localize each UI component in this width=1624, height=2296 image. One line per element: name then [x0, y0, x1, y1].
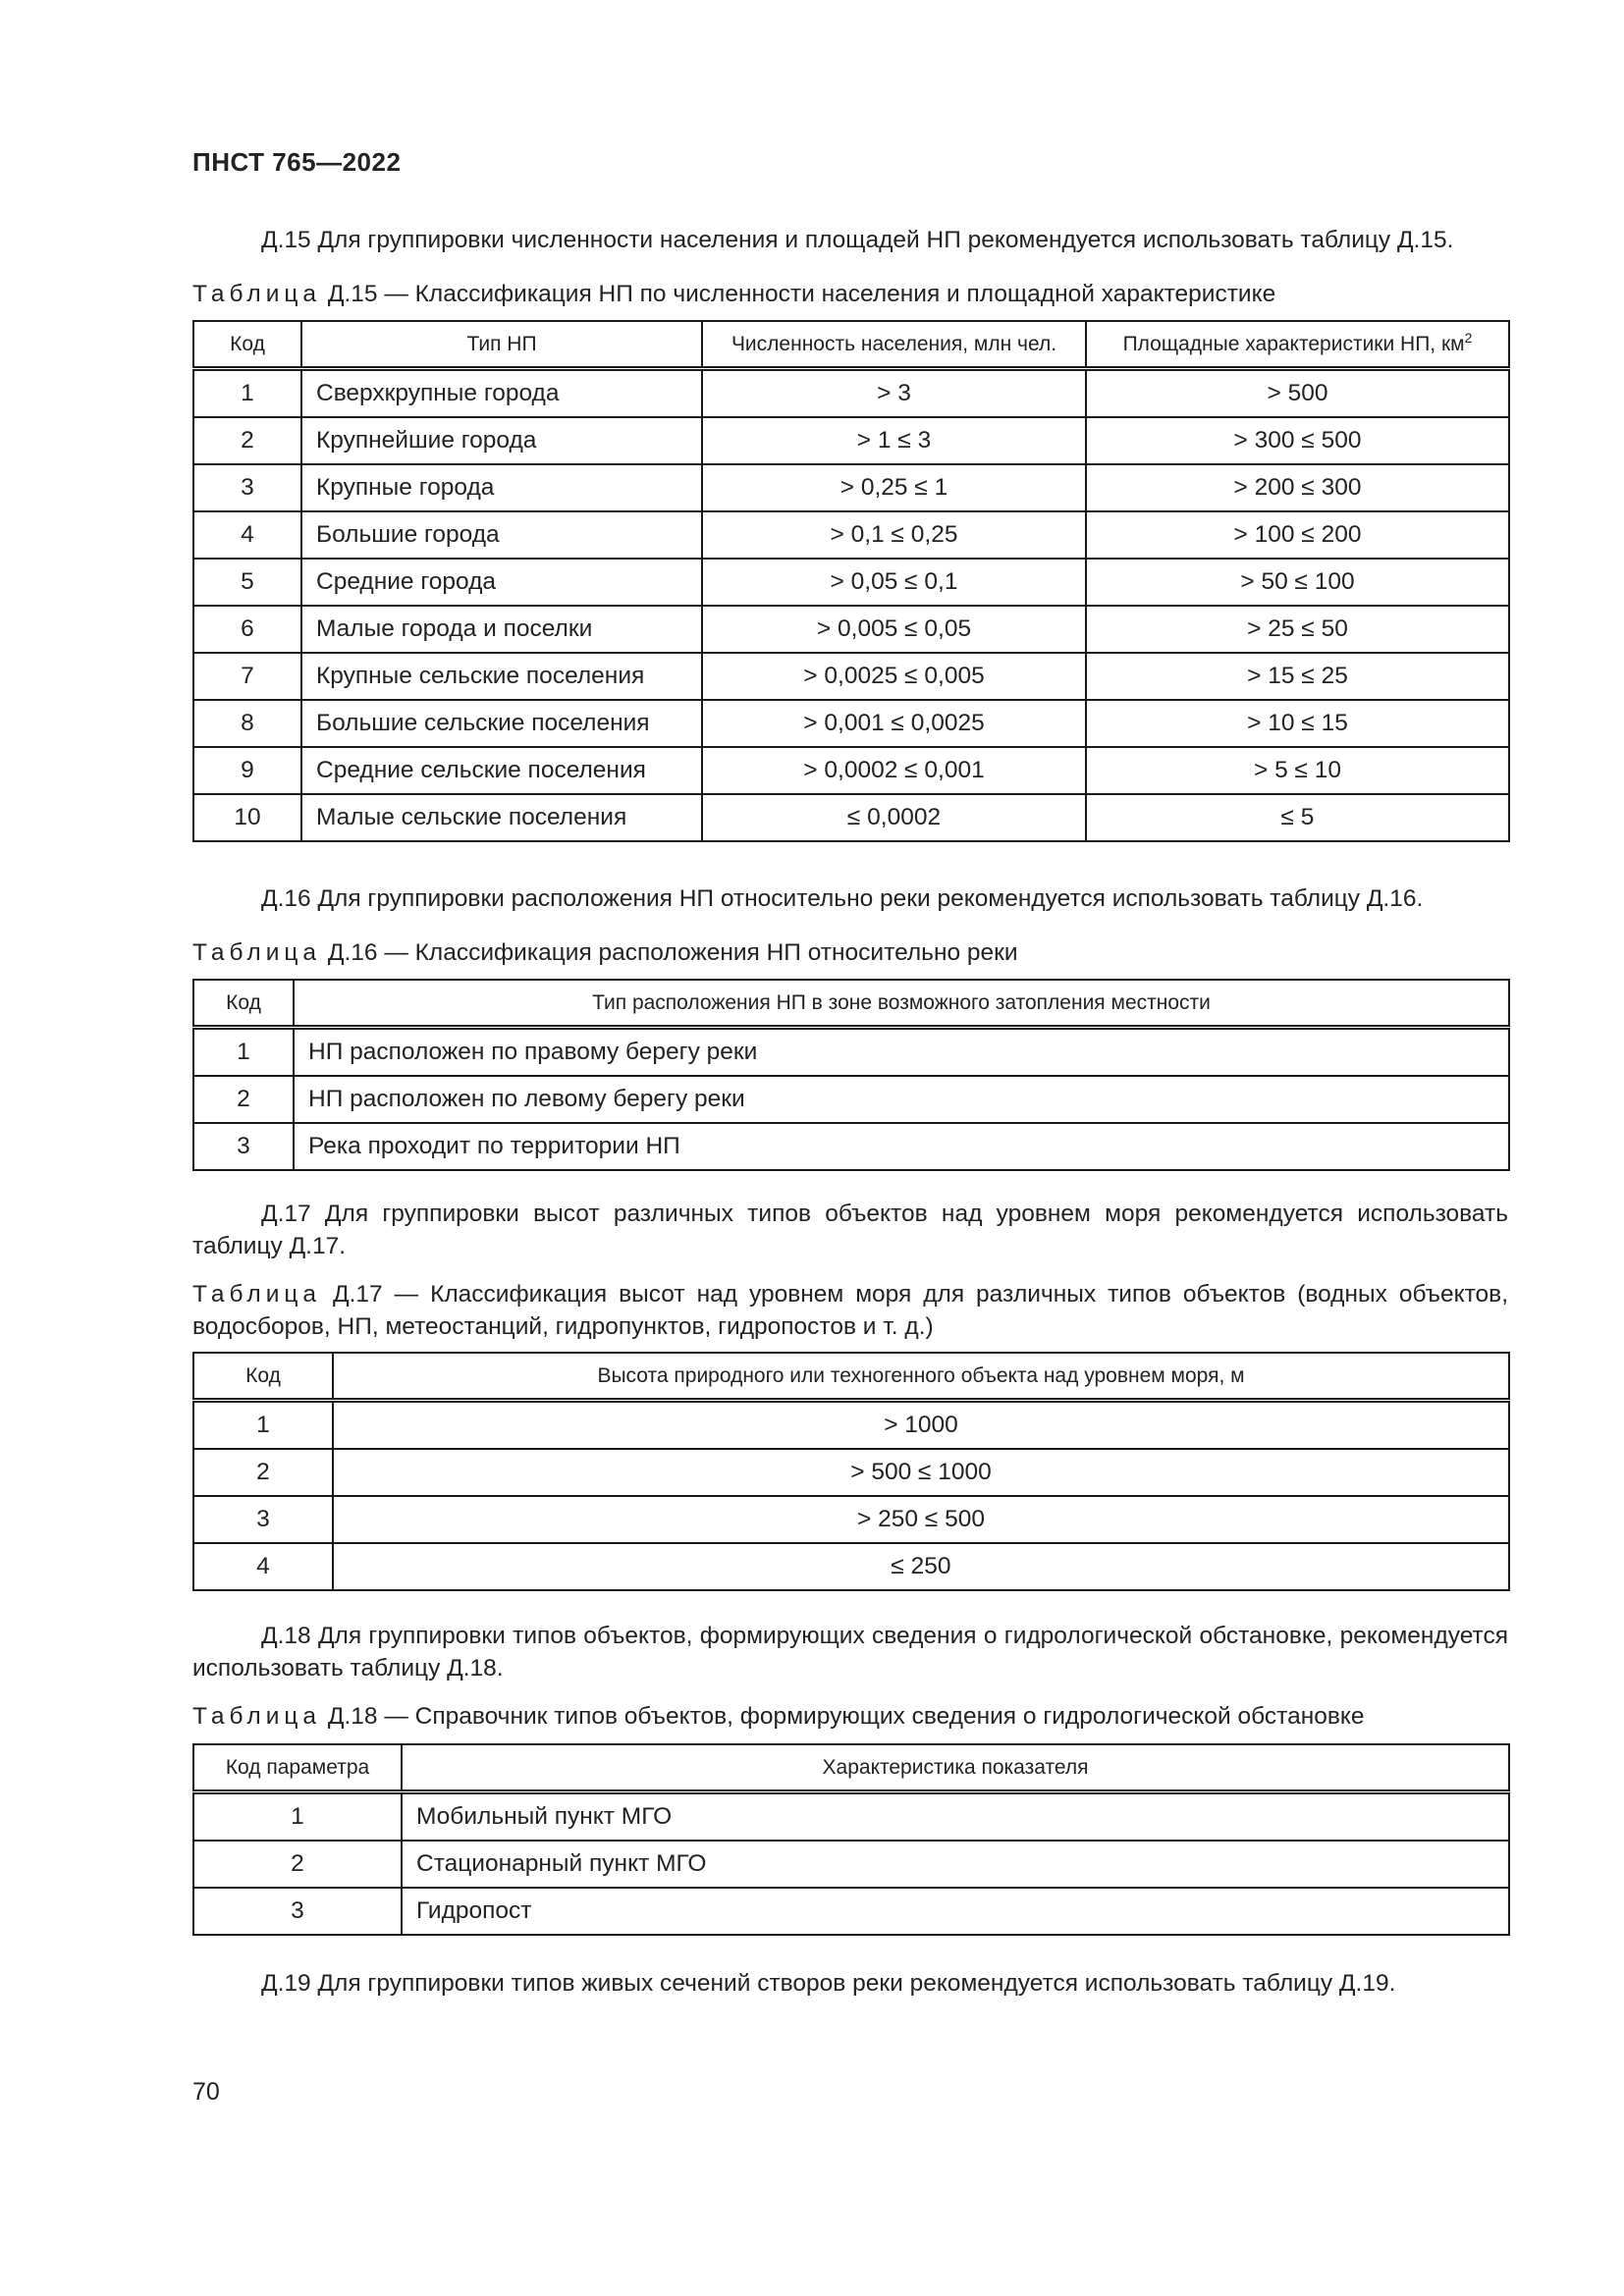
table-row — [193, 1401, 1509, 1450]
table-row — [193, 511, 1509, 559]
table-header-row — [193, 980, 1509, 1028]
cell-code: 2 — [193, 417, 301, 464]
caption-label: Таблица — [192, 281, 322, 307]
cell-type: Малые сельские поселения — [301, 794, 702, 841]
table-row — [193, 1496, 1509, 1543]
cell-location: НП расположен по левому берегу реки — [294, 1076, 1509, 1123]
table-row — [193, 369, 1509, 418]
caption-text: Д.15 — Классификация НП по численности населения и площадной характеристике — [321, 281, 1276, 307]
cell-area: > 200 ≤ 300 — [1086, 464, 1509, 511]
cell-code: 4 — [193, 511, 301, 559]
cell-characteristic: Стационарный пункт МГО — [402, 1841, 1509, 1888]
cell-area: > 25 ≤ 50 — [1086, 606, 1509, 653]
table-row — [193, 606, 1509, 653]
cell-population: > 0,001 ≤ 0,0025 — [702, 700, 1086, 747]
cell-height: ≤ 250 — [333, 1543, 1509, 1590]
table-row — [193, 464, 1509, 511]
header-cell-param-code: Код параметра — [193, 1744, 402, 1792]
caption-label: Таблица — [192, 1281, 322, 1308]
caption-text: Д.17 — Классификация высот над уровнем моря для различных типов объектов (водных объектов, водосборов, НП, метеостанций, гидропунктов, гидропостов и т. д.) — [192, 1281, 1508, 1340]
table-row — [193, 1028, 1509, 1077]
cell-code: 1 — [193, 369, 301, 418]
header-cell-code: Код — [193, 980, 294, 1028]
table-d16 — [192, 979, 1510, 1171]
document-header: ПНСТ 765—2022 — [192, 147, 402, 177]
header-cell-location-type: Тип расположения НП в зоне возможного затопления местности — [294, 980, 1509, 1028]
cell-location: НП расположен по правому берегу реки — [294, 1028, 1509, 1077]
header-cell-area-text: Площадные характеристики НП, км — [1122, 332, 1465, 355]
header-cell-code: Код — [193, 1353, 333, 1401]
cell-type: Средние сельские поселения — [301, 747, 702, 794]
table-header-row — [193, 321, 1509, 369]
table-d18-caption — [192, 1700, 1508, 1733]
header-cell-type: Тип НП — [301, 321, 702, 369]
cell-code: 10 — [193, 794, 301, 841]
table-row — [193, 1792, 1509, 1842]
cell-code: 6 — [193, 606, 301, 653]
cell-characteristic: Гидропост — [402, 1888, 1509, 1935]
cell-area: > 10 ≤ 15 — [1086, 700, 1509, 747]
table-d18 — [192, 1743, 1510, 1936]
table-row — [193, 559, 1509, 606]
cell-type: Средние города — [301, 559, 702, 606]
cell-type: Малые города и поселки — [301, 606, 702, 653]
cell-area: > 100 ≤ 200 — [1086, 511, 1509, 559]
cell-code: 9 — [193, 747, 301, 794]
table-row — [193, 747, 1509, 794]
cell-characteristic: Мобильный пункт МГО — [402, 1792, 1509, 1842]
table-d16-caption — [192, 936, 1508, 969]
cell-code: 1 — [193, 1792, 402, 1842]
table-header-row — [193, 1744, 1509, 1792]
header-cell-area — [1086, 321, 1509, 369]
paragraph-d19: Д.19 Для группировки типов живых сечений створов реки рекомендуется использовать таблицу Д.19. — [261, 1970, 1396, 1997]
cell-type: Большие сельские поселения — [301, 700, 702, 747]
cell-height: > 250 ≤ 500 — [333, 1496, 1509, 1543]
header-cell-characteristic: Характеристика показателя — [402, 1744, 1509, 1792]
cell-code: 4 — [193, 1543, 333, 1590]
cell-code: 2 — [193, 1449, 333, 1496]
header-cell-population: Численность населения, млн чел. — [702, 321, 1086, 369]
table-d15-caption — [192, 278, 1508, 310]
table-row — [193, 1841, 1509, 1888]
cell-type: Большие города — [301, 511, 702, 559]
cell-population: > 0,05 ≤ 0,1 — [702, 559, 1086, 606]
cell-population: > 0,0025 ≤ 0,005 — [702, 653, 1086, 700]
table-d17 — [192, 1352, 1510, 1591]
cell-type: Крупные города — [301, 464, 702, 511]
table-row — [193, 1449, 1509, 1496]
cell-height: > 500 ≤ 1000 — [333, 1449, 1509, 1496]
cell-type: Крупнейшие города — [301, 417, 702, 464]
cell-type: Крупные сельские поселения — [301, 653, 702, 700]
cell-code: 3 — [193, 1496, 333, 1543]
cell-type: Сверхкрупные города — [301, 369, 702, 418]
cell-population: > 0,005 ≤ 0,05 — [702, 606, 1086, 653]
cell-population: > 0,1 ≤ 0,25 — [702, 511, 1086, 559]
caption-label: Таблица — [192, 939, 322, 966]
cell-code: 5 — [193, 559, 301, 606]
cell-code: 3 — [193, 1123, 294, 1170]
paragraph-d15: Д.15 Для группировки численности населения и площадей НП рекомендуется использовать таблицу Д.15. — [261, 227, 1454, 253]
table-row — [193, 1123, 1509, 1170]
cell-area: > 15 ≤ 25 — [1086, 653, 1509, 700]
table-row — [193, 700, 1509, 747]
table-row — [193, 417, 1509, 464]
table-header-row — [193, 1353, 1509, 1401]
paragraph-d18: Д.18 Для группировки типов объектов, формирующих сведения о гидрологической обстановке, рекомендуется использовать таблицу Д.18. — [192, 1623, 1508, 1682]
cell-area: > 300 ≤ 500 — [1086, 417, 1509, 464]
table-row — [193, 1543, 1509, 1590]
cell-code: 3 — [193, 1888, 402, 1935]
cell-height: > 1000 — [333, 1401, 1509, 1450]
paragraph-d16: Д.16 Для группировки расположения НП относительно реки рекомендуется использовать таблицу Д.16. — [261, 885, 1424, 912]
caption-label: Таблица — [192, 1703, 322, 1730]
table-row — [193, 653, 1509, 700]
cell-population: > 0,25 ≤ 1 — [702, 464, 1086, 511]
header-cell-code: Код — [193, 321, 301, 369]
cell-code: 1 — [193, 1028, 294, 1077]
cell-area: ≤ 5 — [1086, 794, 1509, 841]
cell-population: > 3 — [702, 369, 1086, 418]
cell-area: > 50 ≤ 100 — [1086, 559, 1509, 606]
cell-code: 2 — [193, 1841, 402, 1888]
caption-text: Д.16 — Классификация расположения НП относительно реки — [321, 939, 1018, 966]
table-d15 — [192, 320, 1510, 842]
header-cell-area-superscript: 2 — [1464, 329, 1473, 346]
cell-code: 1 — [193, 1401, 333, 1450]
header-cell-height: Высота природного или техногенного объекта над уровнем моря, м — [333, 1353, 1509, 1401]
cell-population: ≤ 0,0002 — [702, 794, 1086, 841]
table-row — [193, 1076, 1509, 1123]
table-row — [193, 794, 1509, 841]
cell-code: 7 — [193, 653, 301, 700]
cell-code: 2 — [193, 1076, 294, 1123]
cell-area: > 500 — [1086, 369, 1509, 418]
cell-population: > 0,0002 ≤ 0,001 — [702, 747, 1086, 794]
table-row — [193, 1888, 1509, 1935]
cell-population: > 1 ≤ 3 — [702, 417, 1086, 464]
cell-location: Река проходит по территории НП — [294, 1123, 1509, 1170]
page-number: 70 — [192, 2078, 220, 2106]
cell-area: > 5 ≤ 10 — [1086, 747, 1509, 794]
caption-text: Д.18 — Справочник типов объектов, формирующих сведения о гидрологической обстановке — [321, 1703, 1365, 1730]
cell-code: 3 — [193, 464, 301, 511]
paragraph-d17: Д.17 Для группировки высот различных типов объектов над уровнем моря рекомендуется использовать таблицу Д.17. — [192, 1201, 1508, 1259]
table-d17-caption — [192, 1278, 1508, 1343]
cell-code: 8 — [193, 700, 301, 747]
